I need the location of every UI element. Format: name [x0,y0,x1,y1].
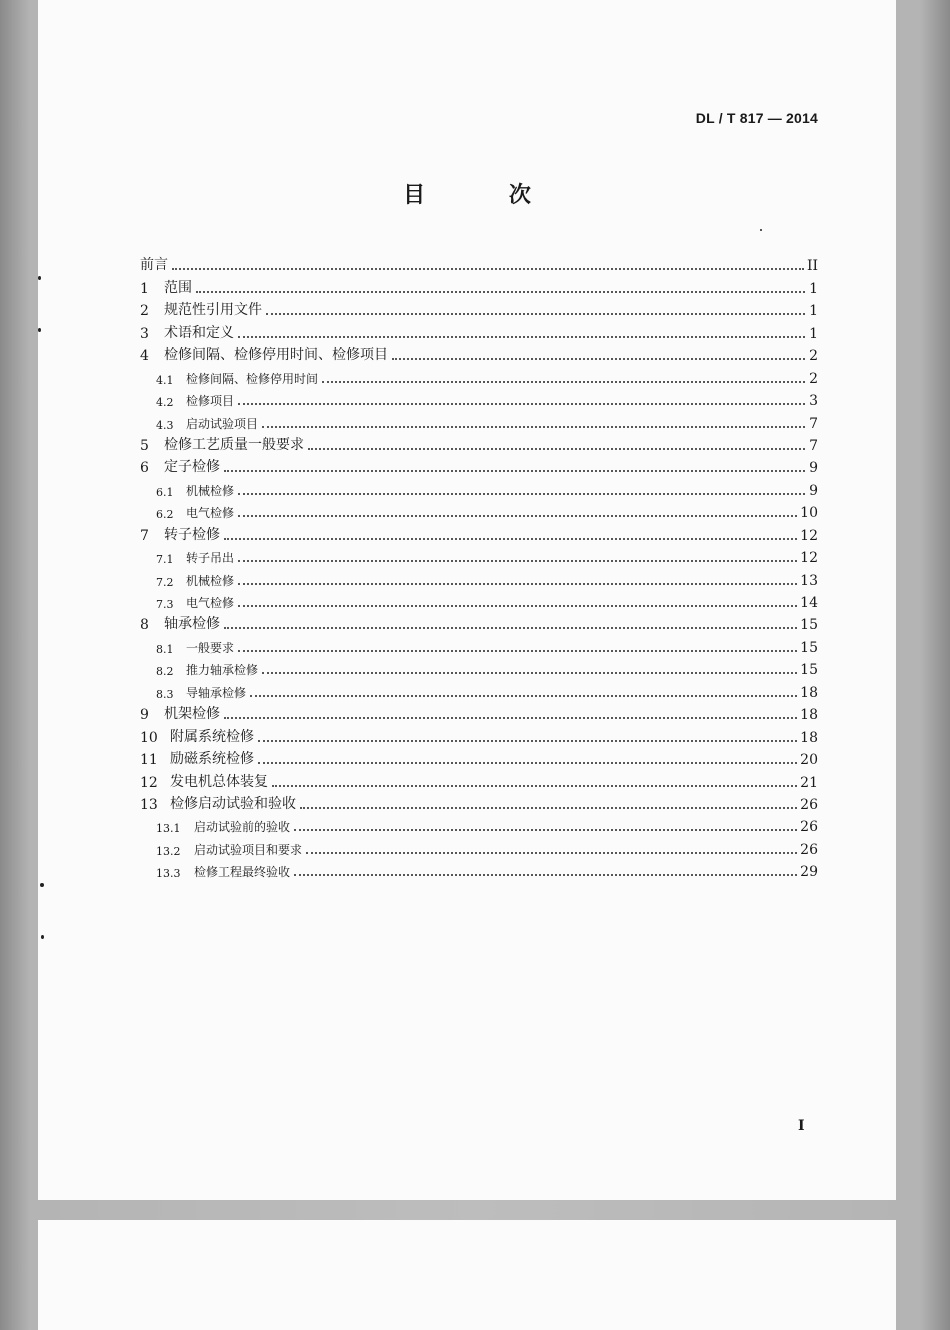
toc-entry-page: 7 [809,437,818,454]
toc-leader-dots [308,447,805,450]
toc-entry[interactable] [140,813,818,835]
toc-entry-page: 1 [809,303,818,320]
scan-speck [38,276,41,280]
toc-entry-label: 术语和定义 [164,324,234,341]
toc-entry-number: 7 [140,527,149,544]
toc-entry-label: 机械检修 [186,573,235,588]
toc-entry-label: 转子检修 [164,526,220,543]
toc-entry-page: 12 [800,550,818,567]
toc-entry-number: 3 [140,325,149,342]
toc-entry[interactable] [140,252,818,274]
toc-entry[interactable] [140,633,818,655]
toc-entry-number: 13 [140,796,158,813]
toc-leader-dots [322,380,805,383]
toc-entry-number: 4.2 [156,396,174,410]
toc-entry[interactable] [140,611,818,633]
toc-entry[interactable] [140,454,818,476]
toc-entry-page: 15 [800,662,818,679]
toc-entry-page: 9 [809,482,818,499]
toc-entry-label: 启动试验项目 [186,416,259,431]
toc-entry-number: 7.1 [156,553,174,567]
toc-entry-page: 15 [800,617,818,634]
toc-entry[interactable] [140,589,818,611]
toc-entry-page: 2 [809,370,818,387]
toc-entry-number: 13.1 [156,822,181,836]
toc-entry-page: II [806,258,818,275]
toc-title: 目 次 [403,183,569,208]
toc-leader-dots [238,402,805,405]
toc-entry[interactable] [140,409,818,431]
toc-entry-number: 1 [140,280,149,297]
toc-leader-dots [262,425,805,428]
toc-entry[interactable] [140,678,818,700]
toc-leader-dots [238,514,797,517]
toc-entry[interactable] [140,387,818,409]
toc-entry[interactable] [140,274,818,296]
toc-leader-dots [238,559,797,562]
toc-entry-number: 7.2 [156,575,174,589]
toc-entry-page: 18 [800,729,818,746]
toc-leader-dots [224,716,797,719]
toc-entry-page: 20 [800,752,818,769]
toc-entry-label: 前言 [140,257,168,274]
toc-entry-number: 6.2 [156,508,174,522]
toc-entry-number: 7.3 [156,598,174,611]
toc-entry-page: 18 [800,684,818,701]
toc-entry-label: 转子吊出 [186,551,235,566]
toc-leader-dots [224,469,805,472]
toc-entry[interactable] [140,364,818,386]
toc-entry-page: 26 [800,796,818,813]
toc-leader-dots [238,604,797,607]
toc-entry-label: 电气检修 [186,596,235,610]
toc-entry[interactable] [140,768,818,790]
toc-entry-number: 12 [140,774,158,791]
table-of-contents [140,252,818,880]
toc-leader-dots [262,671,797,674]
toc-leader-dots [294,828,797,831]
toc-entry-label: 电气检修 [186,506,235,521]
toc-entry-label: 检修间隔、检修停用时间 [186,371,319,386]
toc-entry-page: 13 [800,572,818,589]
toc-entry-label: 检修间隔、检修停用时间、检修项目 [164,347,388,364]
toc-entry-page: 26 [800,819,818,836]
toc-leader-dots [238,335,805,338]
toc-entry-page: 29 [800,864,818,881]
toc-entry[interactable] [140,566,818,588]
toc-entry-page: 14 [800,595,818,611]
toc-leader-dots [266,312,805,315]
toc-entry-page: 7 [809,415,818,432]
toc-leader-dots [258,761,797,764]
toc-entry[interactable] [140,701,818,723]
toc-entry-number: 6 [140,460,149,477]
toc-entry-label: 励磁系统检修 [170,751,254,768]
toc-entry-label: 规范性引用文件 [164,302,262,319]
toc-leader-dots [238,582,797,585]
toc-entry-page: 3 [809,393,818,410]
toc-entry-number: 4 [140,348,149,365]
toc-entry-number: 13.2 [156,844,181,858]
toc-entry-label: 轴承检修 [164,616,220,633]
toc-entry-label: 启动试验项目和要求 [194,842,303,857]
toc-entry-number: 4.1 [156,373,174,387]
toc-entry-label: 附属系统检修 [170,728,254,745]
toc-entry[interactable] [140,858,818,880]
toc-entry-page: 9 [809,460,818,477]
page-number: I [798,1118,805,1134]
toc-entry[interactable] [140,319,818,341]
toc-entry[interactable] [140,544,818,566]
toc-leader-dots [392,357,805,360]
scan-speck [41,935,44,939]
toc-entry-label: 发电机总体装复 [170,773,268,790]
toc-entry-page: 1 [809,325,818,342]
toc-entry-page: 26 [800,841,818,858]
toc-entry[interactable] [140,297,818,319]
toc-entry-number: 5 [140,437,149,454]
toc-leader-dots [196,290,805,293]
toc-entry-number: 11 [140,752,158,769]
toc-entry[interactable] [140,746,818,768]
toc-entry-number: 8.1 [156,642,174,656]
toc-entry[interactable] [140,342,818,364]
scan-speck [760,229,762,231]
toc-entry-label: 启动试验前的验收 [194,820,291,835]
toc-entry-number: 2 [140,303,149,320]
toc-entry-label: 机械检修 [186,483,235,498]
toc-entry[interactable] [140,521,818,543]
scan-speck [40,883,44,887]
toc-entry-label: 导轴承检修 [186,685,247,700]
toc-entry-number: 8.2 [156,665,174,679]
toc-entry-page: 21 [800,774,818,791]
toc-entry-number: 8 [140,617,149,634]
toc-entry[interactable] [140,476,818,498]
toc-entry-number: 13.3 [156,867,181,881]
toc-entry-number: 4.3 [156,418,174,432]
document-page [38,0,896,1200]
toc-entry-label: 一般要求 [186,640,235,655]
toc-leader-dots [272,784,797,787]
toc-leader-dots [224,626,797,629]
toc-leader-dots [306,851,797,854]
toc-leader-dots [250,694,797,697]
toc-entry-page: 12 [800,527,818,544]
toc-entry-label: 推力轴承检修 [186,663,259,678]
toc-entry-page: 18 [800,707,818,724]
toc-entry-label: 机架检修 [164,706,220,723]
toc-entry-label: 检修启动试验和验收 [170,795,296,812]
toc-entry-number: 8.3 [156,687,174,701]
toc-leader-dots [258,739,797,742]
toc-leader-dots [224,537,797,540]
toc-entry[interactable] [140,432,818,454]
toc-leader-dots [300,806,797,809]
toc-leader-dots [238,649,797,652]
toc-entry-label: 范围 [164,279,192,296]
toc-entry[interactable] [140,791,818,813]
toc-entry[interactable] [140,656,818,678]
toc-entry[interactable] [140,499,818,521]
toc-entry-page: 1 [809,280,818,297]
toc-entry-page: 2 [809,348,818,365]
toc-entry-label: 定子检修 [164,459,220,476]
toc-entry-number: 10 [140,729,158,746]
toc-leader-dots [238,492,805,495]
toc-leader-dots [172,267,804,270]
toc-entry-label: 检修项目 [186,394,235,409]
toc-entry-number: 6.1 [156,485,174,499]
toc-entry[interactable] [140,723,818,745]
toc-entry-page: 10 [800,505,818,522]
next-page-edge [38,1220,896,1330]
toc-entry-number: 9 [140,707,149,724]
toc-entry[interactable] [140,835,818,857]
toc-entry-label: 检修工程最终验收 [194,865,291,880]
toc-entry-page: 15 [800,639,818,656]
standard-code: DL / T 817 — 2014 [695,110,818,126]
toc-entry-label: 检修工艺质量一般要求 [164,436,304,453]
scan-speck [38,328,41,332]
toc-leader-dots [294,873,797,876]
